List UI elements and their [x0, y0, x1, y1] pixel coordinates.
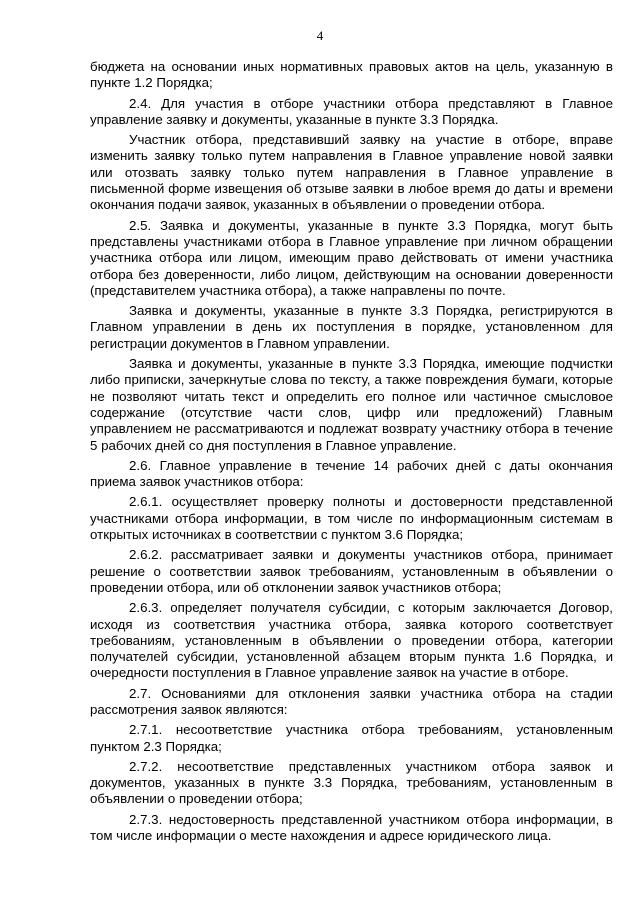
page-number: 4	[316, 28, 324, 43]
paragraph-2-6: 2.6. Главное управление в течение 14 рабочих дней с даты окончания приема заявок участников отбора:	[90, 457, 613, 490]
paragraph-2-7: 2.7. Основаниями для отклонения заявки участника отбора на стадии рассмотрения заявок являются:	[90, 685, 613, 717]
paragraph-registration: Заявка и документы, указанные в пункте 3.3 Порядка, регистрируются в Главном управлении в день их поступления в порядке, установленном для регистрации документов в Главном управлении.	[90, 303, 613, 351]
paragraph-2-4: 2.4. Для участия в отборе участники отбора представляют в Главное управление заявку и документы, указанные в пункте 3.3 Порядка.	[90, 95, 613, 127]
paragraph-2-7-3: 2.7.3. недостоверность представленной участником отбора информации, в том числе информации о месте нахождения и адресе юридического лица.	[90, 811, 613, 844]
paragraph-2-7-1: 2.7.1. несоответствие участника отбора требованиям, установленным пунктом 2.3 Порядка;	[90, 722, 613, 754]
paragraph-2-5: 2.5. Заявка и документы, указанные в пункте 3.3 Порядка, могут быть представлены участниками отбора в Главное управление при личном обращении участника отбора или лицом, имеющим право действовать от имени участника отбора без доверенности, либо лицом, действующим на основании доверенности (представителем участника отбора), а также направлены по почте.	[90, 217, 613, 298]
paragraph-2-6-3: 2.6.3. определяет получателя субсидии, с которым заключается Договор, исходя из соответствия участника отбора, заявка которого соответствует требованиям, установленным в объявлении о проведении отбора, категории получателей субсидии, установленной абзацем вторым пункта 1.6 Порядка, и очередности поступления в Главное управление заявок на участие в отборе.	[90, 600, 613, 681]
paragraph-application-change: Участник отбора, представивший заявку на участие в отборе, вправе изменить заявку только путем направления в Главное управление новой заявки или отозвать заявку только путем направления в Главное управление в письменной форме извещения об отзыве заявки в любое время до даты и времени окончания подачи заявок, указанных в объявлении о проведении отбора.	[90, 132, 613, 213]
paragraph-2-6-1: 2.6.1. осуществляет проверку полноты и достоверности представленной участниками отбора информации, в том числе по информационным системам в открытых источниках в соответствии с пунктом 3.6 Порядка;	[90, 494, 613, 543]
document-body	[90, 59, 613, 848]
paragraph-continuation: бюджета на основании иных нормативных правовых актов на цель, указанную в пункте 1.2 Порядка;	[90, 59, 613, 91]
paragraph-2-6-2: 2.6.2. рассматривает заявки и документы участников отбора, принимает решение о соответствии заявок требованиям, установленным в объявлении о проведении отбора, или об отклонении заявок участников отбора;	[90, 547, 613, 595]
paragraph-return: Заявка и документы, указанные в пункте 3.3 Порядка, имеющие подчистки либо приписки, зачеркнутые слова по тексту, а также повреждения бумаги, которые не позволяют читать текст и определить его полное или частичное смысловое содержание (отсутствие части слов, цифр или предложений) Главным управлением не рассматриваются и подлежат возврату участнику отбора в течение 5 рабочих дней со дня поступления в Главное управление.	[90, 356, 613, 453]
paragraph-2-7-2: 2.7.2. несоответствие представленных участником отбора заявок и документов, указанных в пункте 3.3 Порядка, требованиям, установленным в объявлении о проведении отбора;	[90, 758, 613, 807]
